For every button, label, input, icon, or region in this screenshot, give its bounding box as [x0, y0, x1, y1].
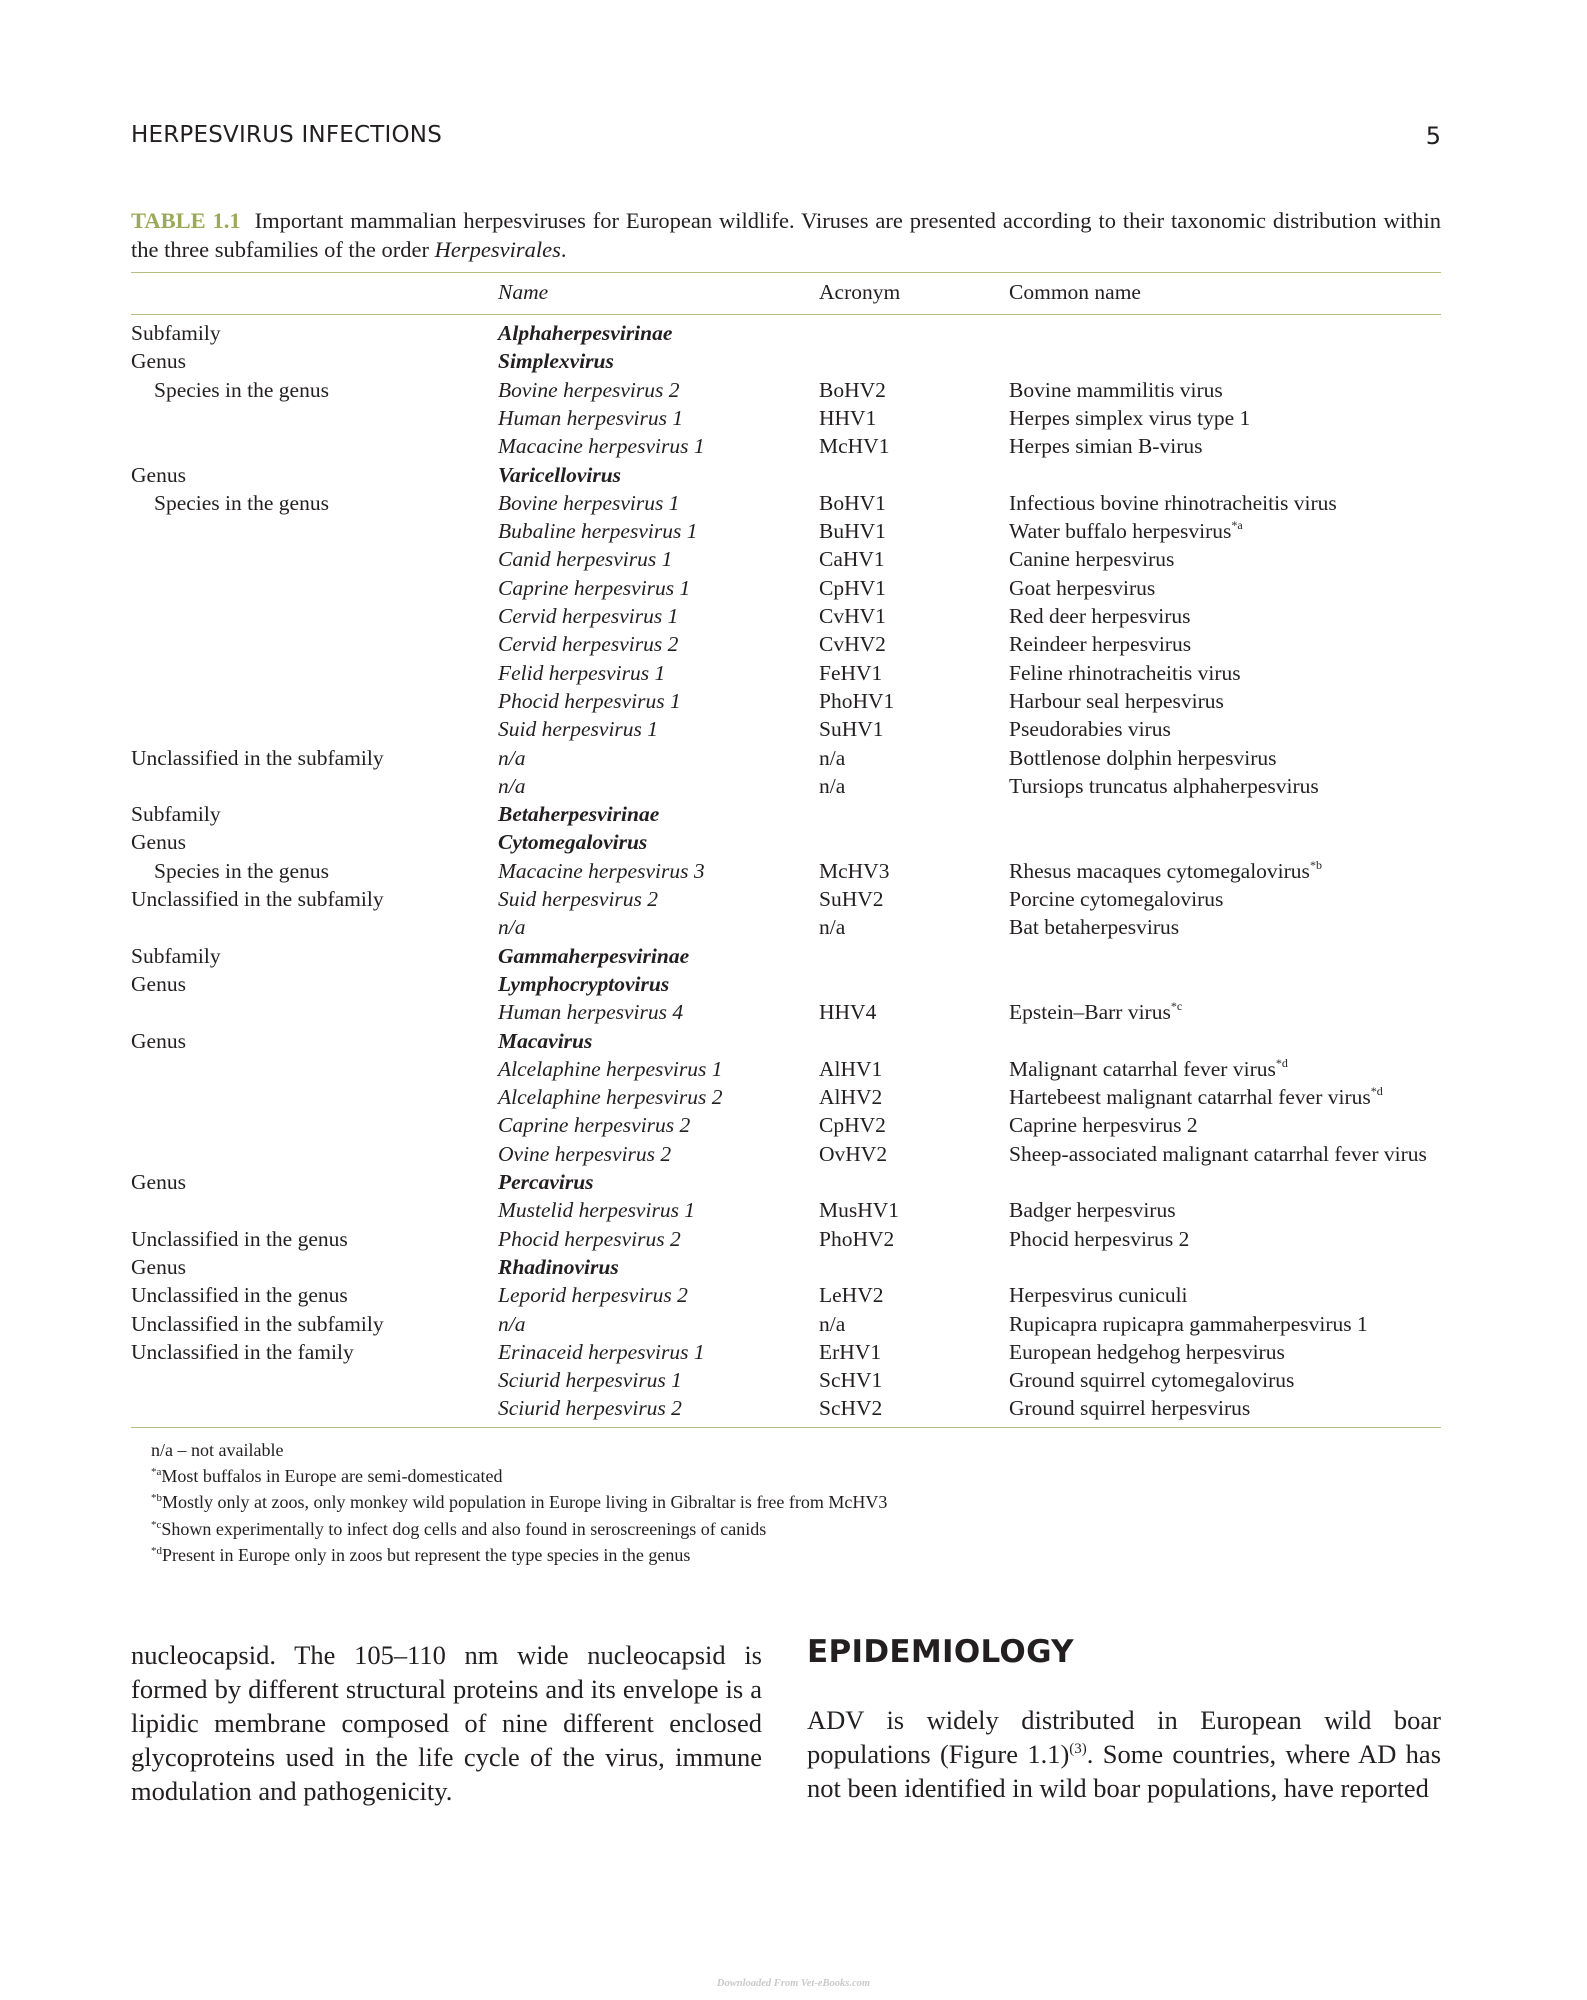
row-name: Canid herpesvirus 1	[498, 547, 673, 572]
row-name: Suid herpesvirus 2	[498, 887, 659, 911]
common-name-text: Rupicapra rupicapra gammaherpesvirus 1	[1009, 1311, 1368, 1336]
row-acronym: CvHV2	[819, 632, 886, 657]
row-category: Genus	[131, 1254, 186, 1279]
row-name: n/a	[498, 773, 526, 798]
row-name: Suid herpesvirus 1	[498, 717, 659, 742]
row-common-name	[1009, 1140, 1427, 1168]
row-name: Human herpesvirus 4	[498, 1000, 684, 1025]
row-acronym: PhoHV2	[819, 1226, 895, 1251]
row-common-name	[1009, 517, 1243, 545]
common-name-text: Feline rhinotracheitis virus	[1009, 660, 1241, 685]
row-category: Genus	[131, 349, 186, 374]
table-row	[131, 828, 1441, 856]
table-bottom-rule	[131, 1427, 1441, 1428]
row-category: Genus	[131, 462, 186, 487]
row-acronym: McHV3	[819, 858, 890, 883]
row-category: Subfamily	[131, 943, 221, 968]
row-category: Unclassified in the family	[131, 1339, 354, 1364]
row-common-name	[1009, 376, 1223, 404]
row-common-name	[1009, 1366, 1294, 1394]
row-name: Lymphocryptovirus	[498, 971, 670, 996]
footnote-text: Most buffalos in Europe are semi-domesticated	[161, 1466, 503, 1487]
row-name: n/a	[498, 1311, 526, 1336]
footnote-mark: *d	[151, 1544, 162, 1557]
table-footnotes	[151, 1437, 887, 1568]
row-acronym: n/a	[819, 1311, 846, 1336]
table-row	[131, 1281, 1441, 1309]
row-acronym: CpHV1	[819, 575, 886, 600]
row-acronym: ScHV2	[819, 1396, 883, 1421]
table-row	[131, 1366, 1441, 1394]
footnote-mark: *a	[151, 1466, 162, 1479]
row-name: Felid herpesvirus 1	[498, 660, 666, 685]
common-name-text: Herpes simplex virus type 1	[1009, 405, 1251, 430]
table-row	[131, 1196, 1441, 1224]
table-row	[131, 489, 1441, 517]
row-acronym: AlHV1	[819, 1056, 883, 1081]
table-row	[131, 970, 1441, 998]
row-category: Unclassified in the subfamily	[131, 1311, 384, 1336]
table-row	[131, 1027, 1441, 1055]
row-common-name	[1009, 404, 1250, 432]
row-acronym: SuHV1	[819, 717, 884, 742]
common-name-text: European hedgehog herpesvirus	[1009, 1339, 1285, 1364]
table-row	[131, 800, 1441, 828]
row-name: Phocid herpesvirus 1	[498, 688, 681, 713]
header-name: Name	[498, 280, 549, 304]
footnote-marker: *d	[1370, 1083, 1383, 1098]
footnote-text: Mostly only at zoos, only monkey wild population in Europe living in Gibraltar is free from McHV3	[162, 1492, 888, 1513]
table-row	[131, 1055, 1441, 1083]
common-name-text: Water buffalo herpesvirus	[1009, 519, 1232, 544]
row-acronym: HHV1	[819, 405, 877, 430]
row-acronym: MusHV1	[819, 1198, 900, 1223]
row-category: Genus	[131, 971, 186, 996]
table-row	[131, 347, 1441, 375]
footnote-marker: *c	[1170, 999, 1183, 1014]
footnote-marker: *d	[1275, 1055, 1288, 1070]
row-acronym: CaHV1	[819, 547, 885, 572]
row-name: Rhadinovirus	[498, 1254, 619, 1279]
row-name: Bovine herpesvirus 1	[498, 490, 680, 515]
row-acronym: ScHV1	[819, 1368, 883, 1393]
row-category: Species in the genus	[154, 377, 329, 402]
row-name: Bubaline herpesvirus 1	[498, 519, 698, 544]
table-label: TABLE 1.1	[131, 208, 241, 233]
table-row	[131, 574, 1441, 602]
row-name: Macavirus	[498, 1028, 593, 1053]
caption-text: Important mammalian herpesviruses for European wildlife. Viruses are presented according to their taxonomic distribution within the three subfamilies of the order	[131, 208, 1442, 262]
row-category: Subfamily	[131, 802, 221, 827]
row-common-name	[1009, 998, 1182, 1026]
common-name-text: Hartebeest malignant catarrhal fever virus	[1009, 1085, 1371, 1110]
common-name-text: Epstein–Barr virus	[1009, 1000, 1171, 1025]
table-row	[131, 885, 1441, 913]
common-name-text: Bottlenose dolphin herpesvirus	[1009, 745, 1277, 770]
row-name: Macacine herpesvirus 3	[498, 858, 705, 883]
section-text: ADV is widely distributed in European wild boar populations (Figure 1.1)	[807, 1705, 1441, 1769]
table-row	[131, 602, 1441, 630]
row-acronym: SuHV2	[819, 887, 884, 911]
common-name-text: Pseudorabies virus	[1009, 717, 1171, 742]
common-name-text: Reindeer herpesvirus	[1009, 632, 1192, 657]
footnote-text: Present in Europe only in zoos but represent the type species in the genus	[162, 1544, 691, 1565]
section-text-cont: . Some countries, where AD has not been identified in wild boar populations, have reported	[807, 1739, 1442, 1803]
row-common-name	[1009, 659, 1241, 687]
row-common-name	[1009, 1055, 1288, 1083]
common-name-text: Ground squirrel herpesvirus	[1009, 1396, 1251, 1421]
row-common-name	[1009, 772, 1319, 800]
body-text-left: nucleocapsid. The 105–110 nm wide nucleocapsid is formed by different structural proteins and its envelope is a lipidic membrane composed of nine different enclosed glycoproteins used in the life cycle of the virus, immune modulation and pathogenicity.	[131, 1640, 762, 1806]
row-name: Gammaherpesvirinae	[498, 943, 690, 968]
row-name: Alcelaphine herpesvirus 1	[498, 1056, 723, 1081]
footnote-marker: *a	[1231, 517, 1243, 532]
row-acronym: n/a	[819, 773, 846, 798]
common-name-text: Bat betaherpesvirus	[1009, 915, 1180, 940]
common-name-text: Herpes simian B-virus	[1009, 434, 1203, 459]
row-common-name	[1009, 885, 1223, 913]
row-common-name	[1009, 574, 1155, 602]
table-row	[131, 998, 1441, 1026]
row-name: Alcelaphine herpesvirus 2	[498, 1085, 723, 1110]
row-name: Caprine herpesvirus 1	[498, 575, 691, 600]
common-name-text: Malignant catarrhal fever virus	[1009, 1056, 1276, 1081]
table-row	[131, 1225, 1441, 1253]
row-name: n/a	[498, 745, 526, 770]
common-name-text: Rhesus macaques cytomegalovirus	[1009, 858, 1310, 883]
common-name-text: Goat herpesvirus	[1009, 575, 1156, 600]
row-name: Betaherpesvirinae	[498, 802, 660, 827]
table-row	[131, 1394, 1441, 1422]
footnote	[151, 1437, 887, 1463]
row-category: Unclassified in the subfamily	[131, 745, 384, 770]
row-common-name	[1009, 1310, 1368, 1338]
row-acronym: ErHV1	[819, 1339, 882, 1364]
row-common-name	[1009, 432, 1202, 460]
table-row	[131, 517, 1441, 545]
header-common-name: Common name	[1009, 280, 1141, 304]
row-common-name	[1009, 1225, 1189, 1253]
common-name-text: Herpesvirus cuniculi	[1009, 1283, 1188, 1308]
row-common-name	[1009, 1111, 1198, 1139]
row-acronym: n/a	[819, 745, 846, 770]
table-row	[131, 1253, 1441, 1281]
row-name: Percavirus	[498, 1170, 594, 1194]
body-text-right	[807, 1703, 1441, 1805]
table-top-rule	[131, 272, 1441, 273]
table-row	[131, 857, 1441, 885]
section-heading: EPIDEMIOLOGY	[807, 1634, 1074, 1670]
row-acronym: CpHV2	[819, 1113, 886, 1138]
table-row	[131, 1140, 1441, 1168]
row-acronym: BoHV1	[819, 490, 886, 515]
citation-ref: (3)	[1069, 1741, 1087, 1758]
row-name: Leporid herpesvirus 2	[498, 1283, 688, 1308]
row-common-name	[1009, 630, 1191, 658]
common-name-text: Sheep-associated malignant catarrhal fever virus	[1009, 1141, 1427, 1166]
common-name-text: Tursiops truncatus alphaherpesvirus	[1009, 773, 1319, 798]
table-row	[131, 942, 1441, 970]
row-name: n/a	[498, 915, 526, 940]
row-common-name	[1009, 857, 1322, 885]
row-category: Genus	[131, 830, 186, 855]
row-name: Phocid herpesvirus 2	[498, 1226, 681, 1251]
row-acronym: AlHV2	[819, 1085, 883, 1110]
row-acronym: FeHV1	[819, 660, 883, 685]
footnote	[151, 1516, 887, 1542]
common-name-text: Badger herpesvirus	[1009, 1198, 1176, 1223]
common-name-text: Infectious bovine rhinotracheitis virus	[1009, 490, 1337, 515]
table-row	[131, 715, 1441, 743]
table-header	[131, 278, 1441, 306]
common-name-text: Canine herpesvirus	[1009, 547, 1175, 572]
common-name-text: Phocid herpesvirus 2	[1009, 1226, 1190, 1251]
row-name: Macacine herpesvirus 1	[498, 434, 705, 459]
table-row	[131, 545, 1441, 573]
row-common-name	[1009, 545, 1174, 573]
footnote	[151, 1542, 887, 1568]
row-category: Subfamily	[131, 321, 221, 345]
row-common-name	[1009, 489, 1337, 517]
table-row	[131, 319, 1441, 347]
footnote-mark: *b	[151, 1492, 162, 1505]
footnote	[151, 1463, 887, 1489]
row-name: Sciurid herpesvirus 1	[498, 1368, 682, 1393]
row-name: Bovine herpesvirus 2	[498, 377, 680, 402]
common-name-text: Ground squirrel cytomegalovirus	[1009, 1368, 1295, 1393]
page-number: 5	[1425, 122, 1441, 150]
table-row	[131, 404, 1441, 432]
row-category: Unclassified in the genus	[131, 1226, 348, 1251]
common-name-text: Caprine herpesvirus 2	[1009, 1113, 1198, 1138]
row-name: Caprine herpesvirus 2	[498, 1113, 691, 1138]
row-name: Human herpesvirus 1	[498, 405, 684, 430]
row-name: Simplexvirus	[498, 349, 614, 374]
row-acronym: BoHV2	[819, 377, 886, 402]
row-acronym: LeHV2	[819, 1283, 884, 1308]
footnote-text: n/a – not available	[151, 1440, 284, 1460]
row-category: Genus	[131, 1028, 186, 1053]
footnote-mark: *c	[151, 1518, 162, 1531]
row-category: Species in the genus	[154, 858, 329, 883]
table-row	[131, 432, 1441, 460]
row-common-name	[1009, 1394, 1250, 1422]
row-acronym: OvHV2	[819, 1141, 888, 1166]
row-acronym: PhoHV1	[819, 688, 895, 713]
row-name: Cervid herpesvirus 1	[498, 604, 679, 628]
table-row	[131, 659, 1441, 687]
table-row	[131, 744, 1441, 772]
caption-end: .	[560, 237, 567, 262]
row-name: Erinaceid herpesvirus 1	[498, 1339, 705, 1364]
row-name: Varicellovirus	[498, 462, 622, 487]
row-acronym: HHV4	[819, 1000, 877, 1025]
table-row	[131, 1168, 1441, 1196]
row-common-name	[1009, 1338, 1285, 1366]
row-category: Species in the genus	[154, 490, 329, 515]
caption-italic: Herpesvirales	[434, 237, 561, 262]
row-category: Genus	[131, 1170, 186, 1194]
row-name: Ovine herpesvirus 2	[498, 1141, 672, 1166]
table-header-rule	[131, 314, 1441, 315]
watermark: Downloaded From Vet-eBooks.com	[716, 1978, 871, 1989]
row-acronym: CvHV1	[819, 604, 886, 628]
table-row	[131, 687, 1441, 715]
common-name-text: Porcine cytomegalovirus	[1009, 887, 1224, 911]
common-name-text: Red deer herpesvirus	[1009, 604, 1191, 628]
running-head: HERPESVIRUS INFECTIONS	[131, 122, 443, 148]
row-acronym: BuHV1	[819, 519, 886, 544]
table-row	[131, 376, 1441, 404]
common-name-text: Harbour seal herpesvirus	[1009, 688, 1224, 713]
row-common-name	[1009, 913, 1179, 941]
row-common-name	[1009, 602, 1191, 630]
row-name: Cervid herpesvirus 2	[498, 632, 679, 657]
table-row	[131, 913, 1441, 941]
row-common-name	[1009, 1083, 1383, 1111]
footnote	[151, 1489, 887, 1515]
row-common-name	[1009, 715, 1171, 743]
table-row	[131, 1310, 1441, 1338]
row-name: Cytomegalovirus	[498, 830, 648, 855]
row-acronym: McHV1	[819, 434, 890, 459]
footnote-text: Shown experimentally to infect dog cells and also found in seroscreenings of canids	[161, 1518, 767, 1539]
table-row	[131, 461, 1441, 489]
table-caption	[131, 206, 1441, 264]
row-common-name	[1009, 1281, 1188, 1309]
row-name: Alphaherpesvirinae	[498, 321, 673, 345]
row-category: Unclassified in the subfamily	[131, 887, 384, 911]
row-name: Sciurid herpesvirus 2	[498, 1396, 682, 1421]
table-row	[131, 1111, 1441, 1139]
table-row	[131, 772, 1441, 800]
row-common-name	[1009, 1196, 1176, 1224]
table-row	[131, 1338, 1441, 1366]
row-category: Unclassified in the genus	[131, 1283, 348, 1308]
row-acronym: n/a	[819, 915, 846, 940]
table-row	[131, 630, 1441, 658]
row-common-name	[1009, 744, 1277, 772]
common-name-text: Bovine mammilitis virus	[1009, 377, 1223, 402]
row-name: Mustelid herpesvirus 1	[498, 1198, 696, 1223]
footnote-marker: *b	[1309, 857, 1322, 872]
table-row	[131, 1083, 1441, 1111]
row-common-name	[1009, 687, 1224, 715]
header-acronym: Acronym	[819, 280, 901, 304]
